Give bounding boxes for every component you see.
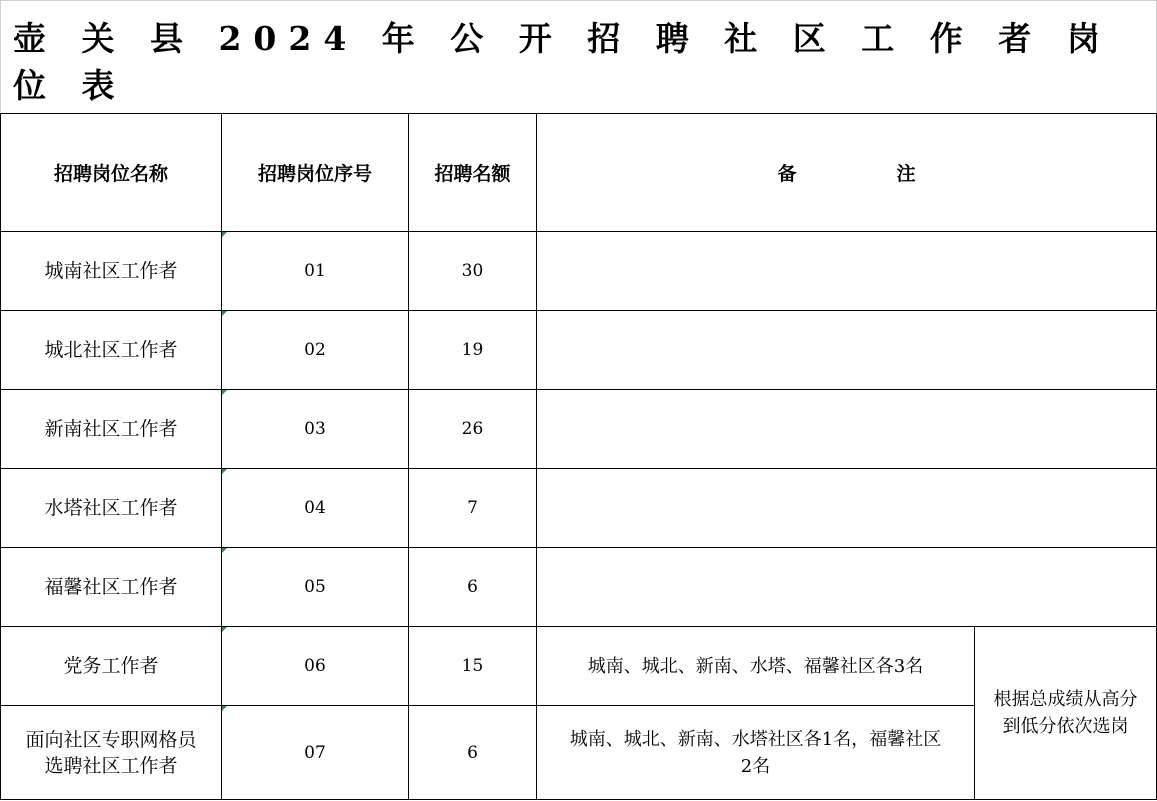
remark-cell <box>537 706 975 800</box>
position-code <box>222 548 409 627</box>
positions-table <box>0 113 1157 800</box>
table-row <box>1 469 1157 548</box>
position-name: 福馨社区工作者 <box>1 548 222 627</box>
table-row <box>1 627 1157 706</box>
header-position-name: 招聘岗位名称 <box>1 114 222 232</box>
cell-marker <box>222 390 227 395</box>
remark-line: 城南、城北、新南、水塔社区各1名，福馨社区 <box>569 728 942 750</box>
header-row <box>1 114 1157 232</box>
quota: 7 <box>409 469 537 548</box>
position-code <box>222 390 409 469</box>
position-name: 城南社区工作者 <box>1 232 222 311</box>
position-code-text: 05 <box>304 577 326 597</box>
position-name-line: 选聘社区工作者 <box>44 754 178 777</box>
merged-remark-line: 根据总成绩从高分 <box>993 689 1138 710</box>
quota: 19 <box>409 311 537 390</box>
remark-cell <box>537 390 1157 469</box>
cell-marker <box>222 706 227 711</box>
cell-marker <box>222 548 227 553</box>
position-code <box>222 627 409 706</box>
position-code-text: 01 <box>304 261 326 281</box>
quota: 15 <box>409 627 537 706</box>
remark-cell <box>537 548 1157 627</box>
position-code-text: 07 <box>304 742 326 763</box>
position-name: 党务工作者 <box>1 627 222 706</box>
position-name-line: 面向社区专职网格员 <box>25 728 197 751</box>
table-row <box>1 232 1157 311</box>
quota: 6 <box>409 706 537 800</box>
header-remark-right: 注 <box>896 163 916 185</box>
table-row <box>1 311 1157 390</box>
quota: 30 <box>409 232 537 311</box>
position-name: 城北社区工作者 <box>1 311 222 390</box>
quota: 6 <box>409 548 537 627</box>
header-position-code: 招聘岗位序号 <box>222 114 409 232</box>
position-code <box>222 469 409 548</box>
position-code <box>222 706 409 800</box>
table-row <box>1 548 1157 627</box>
position-code-text: 02 <box>304 340 326 360</box>
table-row <box>1 390 1157 469</box>
remark-cell <box>537 469 1157 548</box>
header-remark-left: 备 <box>777 163 797 185</box>
remark-line: 2名 <box>740 755 771 777</box>
cell-marker <box>222 627 227 632</box>
position-code <box>222 232 409 311</box>
position-code-text: 03 <box>304 419 326 439</box>
merged-remark-line: 到低分依次选岗 <box>1002 716 1129 737</box>
cell-marker <box>222 311 227 316</box>
title-bar <box>0 0 1157 114</box>
remark-cell <box>537 311 1157 390</box>
position-name: 新南社区工作者 <box>1 390 222 469</box>
remark-cell <box>537 232 1157 311</box>
header-quota: 招聘名额 <box>409 114 537 232</box>
page-title: 壶 关 县 2024 年 公 开 招 聘 社 区 工 作 者 岗 位 表 <box>13 18 1112 105</box>
header-remark <box>537 114 1157 232</box>
position-name <box>1 706 222 800</box>
position-name: 水塔社区工作者 <box>1 469 222 548</box>
position-code <box>222 311 409 390</box>
position-code-text: 06 <box>304 656 326 676</box>
remark-cell: 城南、城北、新南、水塔、福馨社区各3名 <box>537 627 975 706</box>
cell-marker <box>222 232 227 237</box>
quota: 26 <box>409 390 537 469</box>
position-code-text: 04 <box>304 498 326 518</box>
cell-marker <box>222 469 227 474</box>
merged-remark-cell <box>975 627 1157 800</box>
